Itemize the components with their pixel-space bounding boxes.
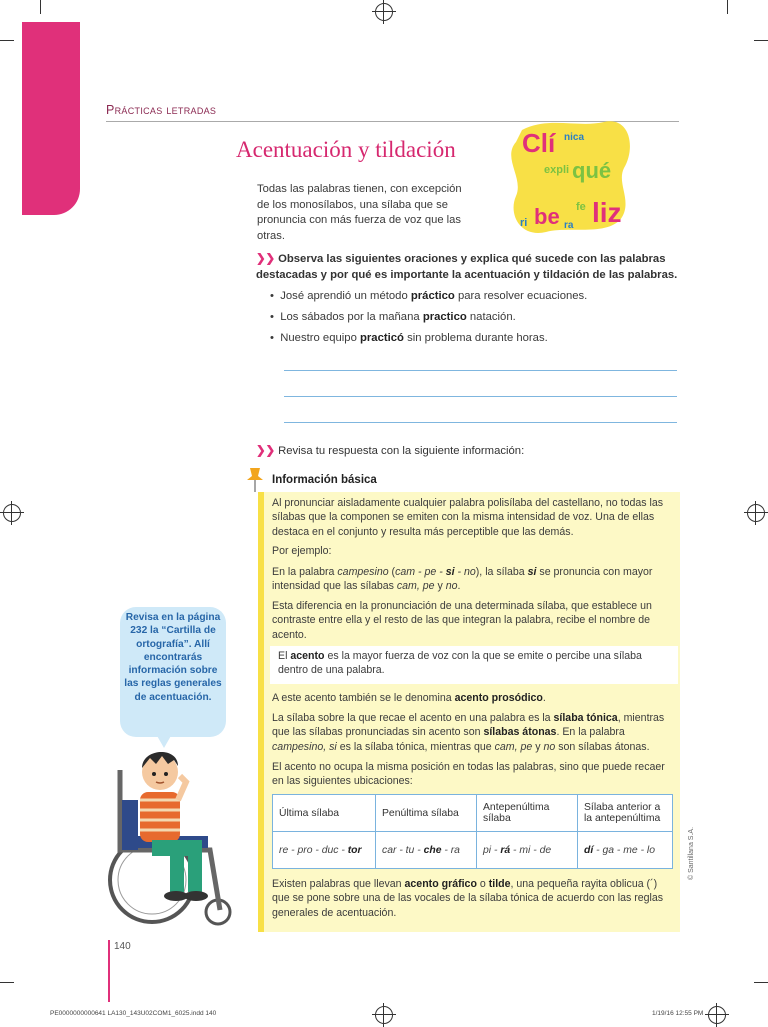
crop-mark [754,982,768,983]
word-art-word: Clí [522,128,556,158]
info-paragraph: A este acento también se le denomina acento prosódico. [272,692,546,704]
crop-mark [727,0,728,14]
registration-mark-icon [708,1006,726,1024]
crop-mark [40,0,41,14]
intro-text: Todas las palabras tienen, con excepción de los monosílabos, una sílaba que se pronuncia con más fuerza de voz que las otras. [257,183,462,242]
review-instruction: ❯❯ Revisa tu respuesta con la siguiente información: [256,445,525,457]
table-header: Penúltima sílaba [376,795,477,832]
table-cell: re - pro - duc - tor [273,832,376,869]
word-art-word: nica [564,132,585,143]
instruction-text: Observa las siguientes oraciones y explica qué sucede con las palabras destacadas y por qué es importante la acentuación y tildación de las palabras. [256,253,678,281]
word-art-word: ra [564,220,574,231]
page-number-bar [108,940,110,1002]
info-paragraph: Esta diferencia en la pronunciación de una determinada sílaba, que establece un contraste entre ella y el resto de las que integran la palabra, recibe el nombre de acento. [272,600,652,641]
info-paragraph: Al pronunciar aisladamente cualquier palabra polisílaba del castellano, no todas las sílabas que la componen se emiten con la misma intensidad de voz. Una de ellas destaca en el conjunto y resulta más perceptible que las demás. [272,497,664,538]
answer-line[interactable] [284,422,677,423]
crop-mark [0,40,14,41]
info-paragraph: El acento no ocupa la misma posición en todas las palabras, sino que puede recaer en las siguientes ubicaciones: [272,761,665,788]
registration-mark-icon [3,504,21,522]
table-row [273,832,673,869]
section-label: Prácticas letradas [106,103,217,117]
table-header: Sílaba anterior a la antepenúltima [578,795,673,832]
answer-line[interactable] [284,396,677,397]
table-header: Antepenúltima sílaba [477,795,578,832]
answer-line[interactable] [284,370,677,371]
info-title: Información básica [272,474,377,486]
table-cell: car - tu - che - ra [376,832,477,869]
crop-mark [754,40,768,41]
registration-mark-icon [375,1006,393,1024]
page-title: Acentuación y tildación [236,137,456,162]
registration-mark-icon [375,3,393,21]
info-paragraph: Existen palabras que llevan acento gráfico o tilde, una pequeña rayita oblicua (´) que se pone sobre una de las vocales de la sílaba tónica de acuerdo con las reglas generales de acentuación. [272,878,664,919]
page-number: 140 [114,941,131,952]
word-art-word: qué [572,158,612,183]
student-wheelchair-illustration [100,740,240,930]
chevron-right-icon: ❯❯ [256,253,275,265]
table-cell: dí - ga - me - lo [578,832,673,869]
footer-file-info: PE0000000000641 LA130_143U02COM1_6025.indd 140 [50,1010,217,1017]
info-paragraph: Por ejemplo: [272,545,332,557]
chapter-tab [22,22,80,215]
copyright: © Santillana S.A. [688,826,695,880]
table-header: Última sílaba [273,795,376,832]
word-art-word: ri [520,217,528,229]
word-art-word: expli [544,164,570,176]
crop-mark [0,982,14,983]
footer-timestamp: 1/19/16 12:55 PM [652,1010,704,1017]
chevron-right-icon: ❯❯ [256,445,275,457]
word-art-illustration [508,118,636,234]
info-paragraph: En la palabra campesino (cam - pe - si - no), la sílaba si se pronuncia con mayor intensidad que las sílabas cam, pe y no. [272,566,653,593]
registration-mark-icon [747,504,765,522]
word-art-word: be [534,204,560,229]
word-art-word: fe [576,201,586,213]
definition-text: El acento es la mayor fuerza de voz con la que se emite o percibe una sílaba dentro de una palabra. [278,650,642,677]
table-cell: pi - rá - mi - de [477,832,578,869]
pushpin-icon [244,466,268,494]
instruction [256,251,686,283]
list-item: • Los sábados por la mañana practico natación. [270,311,516,323]
speech-bubble-text: Revisa en la página 232 la “Cartilla de ortografía”. Allí encontrarás información sobre las reglas generales de acentuación. [124,612,222,703]
word-art-word: liz [592,197,622,228]
info-box-bar [258,492,264,932]
table-header-row [273,795,673,832]
list-item: • José aprendió un método práctico para resolver ecuaciones. [270,290,588,302]
accent-position-table [272,794,673,869]
list-item: • Nuestro equipo practicó sin problema durante horas. [270,332,548,344]
info-paragraph: La sílaba sobre la que recae el acento en una palabra es la sílaba tónica, mientras que las sílabas pronunciadas sin acento son sílabas átonas. En la palabra campesino, si es la sílaba tónica, mientras que cam, pe y no son sílabas átonas. [272,712,665,753]
